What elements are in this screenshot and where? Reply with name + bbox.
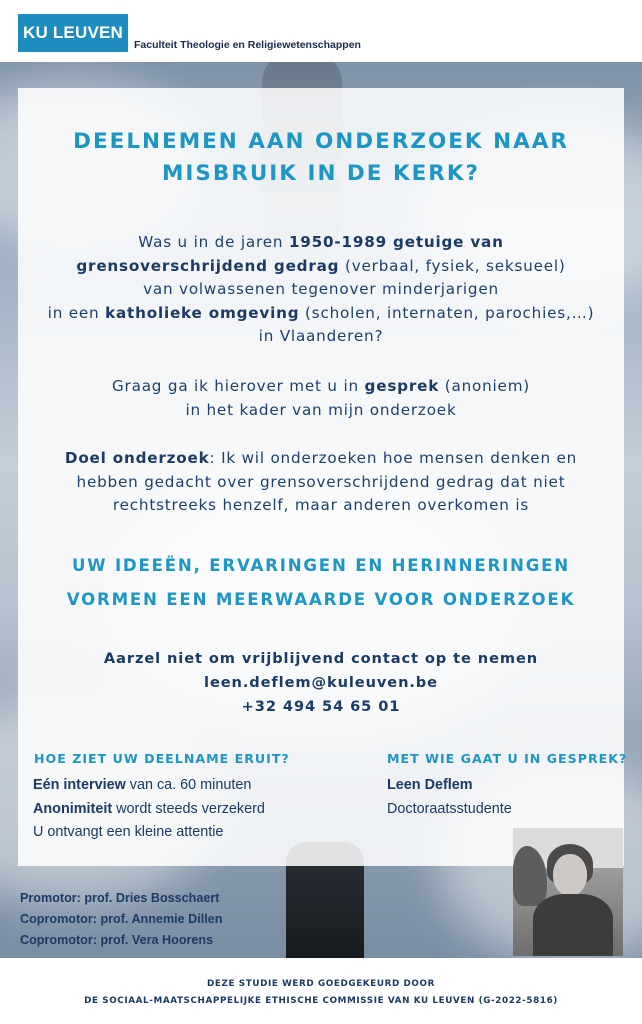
photo-scarf (533, 894, 613, 956)
goal-text: : Ik wil onderzoeken hoe mensen denken en (209, 449, 578, 467)
headline-line-2: VORMEN EEN MEERWAARDE VOOR ONDERZOEK (66, 590, 576, 609)
copromotor-line: Copromotor: prof. Annemie Dillen (20, 912, 223, 926)
researcher-heading: MET WIE GAAT U IN GESPREK? (387, 751, 628, 766)
intro-text: (verbaal, fysiek, seksueel) (339, 256, 566, 275)
contact-block (0, 647, 642, 719)
intro-line-2 (0, 255, 642, 279)
conversation-text: (anoniem) (439, 377, 531, 395)
intro-line-5: in Vlaanderen? (258, 327, 384, 345)
researcher-name-text: Leen Deflem (387, 777, 473, 793)
participation-item (33, 774, 265, 798)
goal-paragraph (0, 447, 642, 518)
goal-label: Doel onderzoek (64, 449, 210, 467)
contact-email[interactable]: leen.deflem@kuleuven.be (204, 674, 438, 691)
researcher-name (387, 774, 512, 798)
footer-line-1: DEZE STUDIE WERD GOEDGEKEURD DOOR (207, 979, 435, 989)
footer-line-2: DE SOCIAAL-MAATSCHAPPELIJKE ETHISCHE COMMISSIE VAN KU LEUVEN (G-2022-5816) (84, 996, 558, 1006)
footer-bar (0, 958, 642, 1024)
conversation-text: Graag ga ik hierover met u in (111, 377, 365, 395)
participation-text: van ca. 60 minuten (125, 777, 252, 793)
copromotor-line: Copromotor: prof. Vera Hoorens (20, 933, 214, 947)
logo-text: KU LEUVEN (22, 23, 124, 42)
intro-emphasis: grensoverschrijdend gedrag (76, 256, 340, 275)
participation-item (33, 798, 265, 822)
header-bar (0, 0, 642, 62)
intro-line-3: van volwassenen tegenover minderjarigen (143, 280, 499, 298)
intro-text: Was u in de jaren (138, 233, 289, 251)
researcher-role: Doctoraatsstudente (387, 800, 512, 817)
goal-line-1 (0, 447, 642, 471)
participation-list (33, 774, 265, 845)
intro-line-4 (0, 302, 642, 326)
intro-emphasis: 1950-1989 getuige van (288, 233, 504, 251)
intro-text: in een (47, 303, 106, 322)
title-line-2: MISBRUIK IN DE KERK? (162, 161, 480, 186)
conversation-emphasis: gesprek (364, 377, 440, 395)
intro-emphasis: katholieke omgeving (105, 303, 300, 322)
goal-line-3: rechtstreeks henzelf, maar anderen overkomen is (112, 496, 530, 514)
ku-leuven-logo (18, 14, 128, 52)
headline-line-1: UW IDEEËN, ERVARINGEN EN HERINNERINGEN (72, 556, 570, 575)
participation-heading: HOE ZIET UW DEELNAME ERUIT? (34, 751, 290, 766)
faculty-name: Faculteit Theologie en Religiewetenschappen (134, 39, 361, 51)
participation-item: U ontvangt een kleine attentie (33, 824, 224, 840)
participation-text: wordt steeds verzekerd (112, 800, 265, 817)
value-headline (0, 549, 642, 617)
intro-text: (scholen, internaten, parochies,…) (299, 303, 595, 322)
researcher-info (387, 774, 512, 821)
title-line-1: DEELNEMEN AAN ONDERZOEK NAAR (73, 129, 569, 154)
researcher-photo (513, 828, 623, 956)
conversation-line-1 (0, 375, 642, 399)
conversation-line-2: in het kader van mijn onderzoek (185, 400, 457, 419)
contact-phone[interactable]: +32 494 54 65 01 (241, 698, 401, 715)
contact-cta: Aarzel niet om vrijblijvend contact op te nemen (103, 650, 539, 667)
page-title (0, 126, 642, 190)
photo-face (553, 854, 587, 896)
promotors-list (20, 888, 222, 951)
goal-line-2: hebben gedacht over grensoverschrijdend gedrag dat niet (76, 472, 566, 491)
promotor-line: Promotor: prof. Dries Bosschaert (20, 891, 220, 905)
ethics-approval (0, 976, 642, 1010)
intro-line-1 (0, 231, 642, 255)
participation-emphasis: Anonimiteit (33, 800, 113, 817)
intro-paragraph (0, 231, 642, 349)
conversation-paragraph (0, 375, 642, 422)
participation-emphasis: Eén interview (33, 777, 126, 793)
